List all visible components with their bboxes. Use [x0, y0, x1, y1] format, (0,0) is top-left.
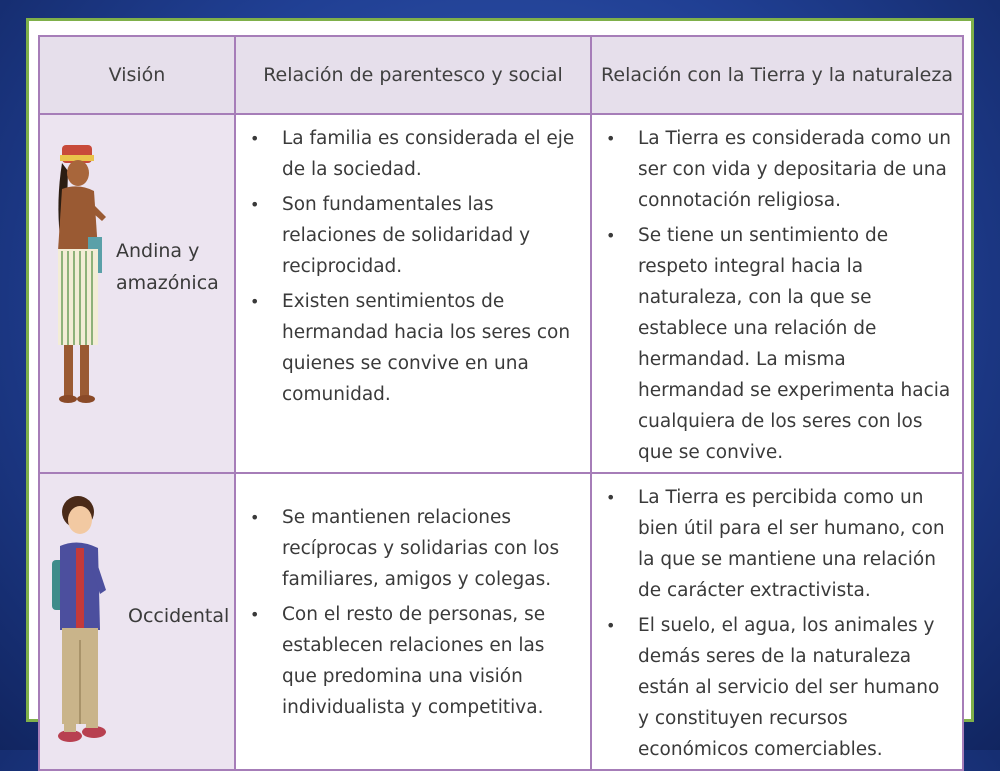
list-item [246, 123, 582, 185]
vision-label-occidental [128, 600, 229, 632]
bullet: • [250, 195, 260, 214]
list-item-text: El suelo, el agua, los animales y demás seres de la naturaleza están al servicio del ser humano y constituyen recursos económicos comerciables. [638, 615, 940, 760]
list-item-text: Se mantienen relaciones recíprocas y solidarias con los familiares, amigos y colegas. [282, 507, 560, 590]
list-item-text: Con el resto de personas, se establecen relaciones en las que predomina una visión individualista y competitiva. [282, 604, 546, 718]
bullet: • [606, 226, 616, 245]
bullet: • [250, 605, 260, 624]
list-item [246, 599, 582, 723]
list-item-text: Se tiene un sentimiento de respeto integral hacia la naturaleza, con la que se establece una relación de hermandad. La misma hermandad se experimenta hacia cualquiera de los seres con los que se convive. [638, 225, 951, 463]
bullet: • [250, 129, 260, 148]
list-item [602, 220, 954, 468]
slide [26, 18, 974, 760]
header-social: Relación de parentesco y social [235, 36, 591, 114]
social-cell-andina [235, 114, 591, 473]
list-item-text: La Tierra es considerada como un ser con vida y depositaria de una connotación religiosa. [638, 128, 951, 211]
social-list-occidental [246, 502, 582, 723]
list-item [246, 502, 582, 595]
header-vision: Visión [39, 36, 235, 114]
vision-label-line: Andina y [116, 240, 200, 262]
vision-label-line: Occidental [128, 605, 230, 627]
vision-label-line: amazónica [116, 272, 219, 294]
western-boy-icon [48, 490, 114, 760]
list-item [246, 286, 582, 410]
social-list-andina [246, 123, 582, 410]
list-item-text: Existen sentimientos de hermandad hacia los seres con quienes se convive en una comunidad. [282, 291, 571, 405]
bullet: • [606, 488, 616, 507]
vision-cell-andina [39, 114, 235, 473]
comparison-table [38, 35, 964, 771]
header-row [39, 36, 963, 114]
list-item [602, 482, 954, 606]
vision-label-andina [116, 235, 219, 299]
nature-list-andina [602, 123, 954, 468]
nature-cell-andina [591, 114, 963, 473]
nature-list-occidental [602, 482, 954, 765]
list-item-text: La Tierra es percibida como un bien útil para el ser humano, con la que se mantiene una relación de carácter extractivista. [638, 487, 945, 601]
bullet: • [606, 129, 616, 148]
list-item [602, 123, 954, 216]
list-item-text: Son fundamentales las relaciones de solidaridad y reciprocidad. [282, 194, 531, 277]
bullet: • [250, 508, 260, 527]
bullet: • [606, 616, 616, 635]
list-item [602, 610, 954, 765]
andean-figure-icon [44, 141, 116, 413]
bullet: • [250, 292, 260, 311]
header-nature: Relación con la Tierra y la naturaleza [591, 36, 963, 114]
list-item-text: La familia es considerada el eje de la sociedad. [282, 128, 575, 180]
nature-cell-occidental [591, 473, 963, 770]
vision-cell-occidental [39, 473, 235, 770]
list-item [246, 189, 582, 282]
row-andina [39, 114, 963, 473]
social-cell-occidental [235, 473, 591, 770]
row-occidental [39, 473, 963, 770]
